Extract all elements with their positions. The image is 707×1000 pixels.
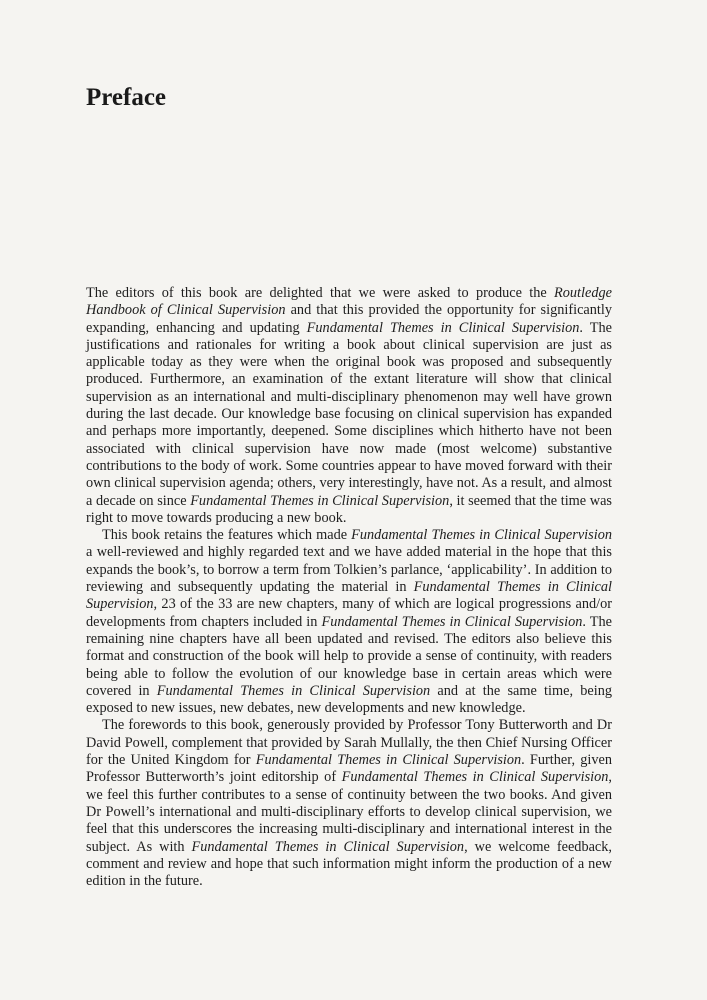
paragraph-text: . Further, given Professor Butterworth’s joint editorship of xyxy=(86,752,612,786)
paragraph-text: , we welcome feedback, comment and review and hope that such information might inform the production of a new edition in the future. xyxy=(86,838,613,890)
paragraph-text: . The justifications and rationales for writing a book about clinical supervision are just as applicable today as they were when the original book was proposed and subsequently produced. Furthermore, an examination of the extant literature will show that clinical supervision as an international and multi-disciplinary phenomenon may well have grown during the last decade. Our knowledge base focusing on clinical supervision has expanded and perhaps more importantly, deepened. Some disciplines which hitherto have not been associated with clinical supervision have now made (most welcome) substantive contributions to the body of work. Some countries appear to have moved forward with their own clinical supervision agenda; others, very interestingly, have not. As a result, and almost a decade on since xyxy=(86,319,612,509)
paragraph-text: The forewords to this book, generously provided by Professor Tony Butterworth and Dr David Powell, complement that provided by Sarah Mullally, the then Chief Nursing Officer for the United Kingdom for xyxy=(86,717,612,769)
paragraph-3 xyxy=(86,717,612,890)
paragraph-text: and at the same time, being exposed to new issues, new debates, new developments and new knowledge. xyxy=(86,682,612,717)
paragraph-2 xyxy=(86,527,612,717)
paragraph-text: , it seemed that the time was right to move towards producing a new book. xyxy=(86,492,612,526)
book-title-text: Fundamental Themes in Clinical Supervision xyxy=(255,752,522,769)
paragraph-text: a well-reviewed and highly regarded text and we have added material in the hope that this expands the book’s, to borrow a term from Tolkien’s parlance, ‘applicability’. In addition to reviewing and subsequently updating the material in xyxy=(86,544,612,596)
paragraph-text: . The remaining nine chapters have all been updated and revised. The editors also believe this format and construction of the book will help to provide a sense of continuity, with readers being able to follow the evolution of our knowledge base in certain areas which were covered in xyxy=(86,613,612,699)
book-title-text: Fundamental Themes in Clinical Supervision xyxy=(341,769,609,786)
paragraph-text: and that this provided the opportunity for significantly expanding, enhancing and updating xyxy=(86,302,612,336)
book-title-text: Fundamental Themes in Clinical Supervision xyxy=(351,527,612,544)
book-title-text: Fundamental Themes in Clinical Supervision xyxy=(321,613,583,630)
book-title-text: Routledge Handbook of Clinical Supervision xyxy=(86,285,612,319)
book-title-text: Fundamental Themes in Clinical Supervision xyxy=(86,579,613,613)
page-title: Preface xyxy=(86,84,167,111)
book-title-text: Fundamental Themes in Clinical Supervision xyxy=(191,838,465,855)
preface-body xyxy=(86,285,612,890)
book-title-text: Fundamental Themes in Clinical Supervision xyxy=(156,682,431,699)
paragraph-text: This book retains the features which made xyxy=(102,527,352,544)
paragraph-1 xyxy=(86,285,612,527)
book-title-text: Fundamental Themes in Clinical Supervision xyxy=(306,319,580,336)
book-title-text: Fundamental Themes in Clinical Supervision xyxy=(190,492,450,509)
paragraph-text: The editors of this book are delighted that we were asked to produce the xyxy=(86,285,555,301)
paragraph-text: , we feel this further contributes to a sense of continuity between the two books. And given Dr Powell’s international and multi-disciplinary efforts to develop clinical supervision, we feel that this underscores the increasing multi-disciplinary and international interest in the subject. As with xyxy=(86,769,612,855)
paragraph-text: , 23 of the 33 are new chapters, many of which are logical progressions and/or developments from chapters included in xyxy=(86,596,612,630)
